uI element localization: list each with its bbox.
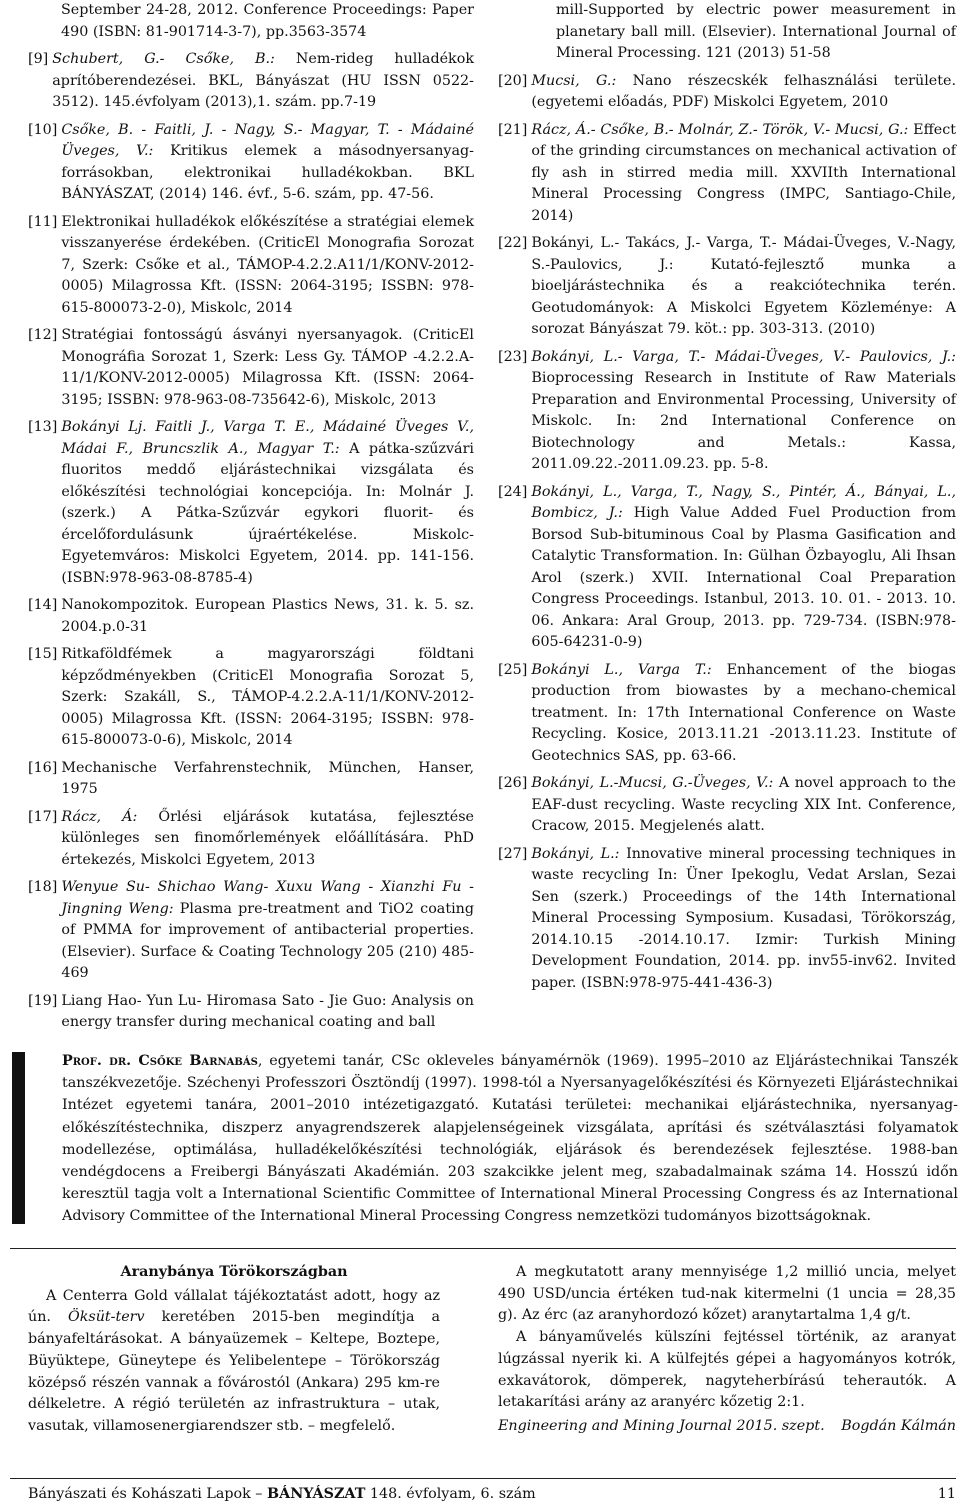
reference-number: [11]: [28, 213, 58, 230]
reference-item: [28, 595, 474, 638]
bio-name: Prof. dr. Csőke Barnabás: [62, 1053, 258, 1069]
reference-item: [28, 644, 474, 752]
reference-item: [28, 120, 474, 206]
reference-text: Csőke, B. - Faitli, J. - Nagy, S.- Magyar, T. - Mádainé Üveges, V.: Kritikus elemek a másodnyersanyag-forrásokban, elektronikai hulladékokban. BKL BÁNYÁSZAT, (2014) 146. évf., 5-6. szám, pp. 47-56.: [61, 121, 474, 202]
reference-item: [28, 758, 474, 801]
reference-item: [28, 325, 474, 411]
news-left-column: [28, 1262, 440, 1438]
reference-number: [26]: [498, 775, 528, 791]
reference-number: [10]: [28, 121, 58, 138]
reference-item: [498, 347, 956, 476]
reference-item: [28, 0, 474, 43]
reference-item: [28, 212, 474, 320]
reference-number: [22]: [498, 235, 528, 251]
reference-text: Bokányi Lj. Faitli J., Varga T. E., Mádainé Üveges V., Mádai F., Bruncszlik A., Magyar T.: A pátka-szűzvári fluoritos meddő eljárástechnikai vizsgálata és előkészítési technológiai koncepciója. In: Molnár J. (szerk.) A Pátka-Szűzvár egykori fluorit- és ércelőfordulásunk újraértékelése. Miskolc-Egyetemváros: Miskolci Egyetem, 2014. pp. 141-156. (ISBN:978-963-08-8785-4): [61, 419, 474, 586]
news-source: Engineering and Mining Journal 2015. szept.: [498, 1417, 825, 1434]
news-right-column: [498, 1262, 956, 1438]
reference-text: Bokányi, L.- Takács, J.- Varga, T.- Mádai-Üveges, V.-Nagy, S.-Paulovics, J.: Kutató-fejlesztő munka a bioeljárástechnika és a reakciótechnika terén. Geotudományok: A Miskolci Egyetem Közleménye: A sorozat Bányászat 79. köt.: pp. 303-313. (2010): [531, 235, 956, 337]
reference-item: [498, 660, 956, 768]
reference-text: Liang Hao- Yun Lu- Hiromasa Sato - Jie Guo: Analysis on energy transfer during mechanical coating and ball: [61, 992, 474, 1030]
reference-number: [14]: [28, 597, 58, 613]
reference-text: Rácz, Á: Őrlési eljárások kutatása, fejlesztése különleges sen finomőrlemények előállítására. PhD értekezés, Miskolci Egyetem, 2013: [61, 808, 474, 868]
reference-item: [28, 417, 474, 589]
reference-number: [25]: [498, 661, 528, 678]
bio-text: [62, 1050, 958, 1228]
journal-name: Bányászati és Kohászati Lapok – BÁNYÁSZAT 148. évfolyam, 6. szám: [28, 1486, 536, 1502]
reference-number: [24]: [498, 483, 528, 500]
reference-text: Mucsi, G.: Nano részecskék felhasználási területe. (egyetemi előadás, PDF) Miskolci Egyetem, 2010: [531, 72, 957, 110]
reference-text: Ritkaföldfémek a magyarországi földtani képződményekben (CriticEl Monografia Sorozat 5, Szerk: Szakáll, S., TÁMOP-4.2.2.A-11/1/KONV-2012-0005) Milagrossa Kft. (ISSN: 2064-3195; ISSBN: 978-615-800073-0-6), Miskolc, 2014: [61, 646, 474, 748]
reference-item: [28, 807, 474, 872]
news-signature: [498, 1416, 956, 1438]
page-footer: [28, 1486, 956, 1502]
reference-item: [498, 773, 956, 838]
bio-marker-bar: [12, 1052, 25, 1224]
news-title: Aranybánya Törökországban: [120, 1264, 348, 1280]
news-author: Bogdán Kálmán: [841, 1417, 956, 1434]
right-reference-column: [498, 0, 956, 1000]
reference-number: [27]: [498, 845, 528, 862]
news-paragraph: A megkutatott arany mennyisége 1,2 millió uncia, melyet 490 USD/uncia értéken tud-nak kitermelni (1 uncia = 28,35 g). Az érc (az aranyhordozó kőzet) aranytartalma 1,4 g/t.: [498, 1264, 956, 1324]
reference-text: Wenyue Su- Shichao Wang- Xuxu Wang - Xianzhi Fu - Jingning Weng: Plasma pre-treatment and TiO2 coating of PMMA for improvement of antibacterial properties. (Elsevier). Surface & Coating Technology 205 (210) 485-469: [61, 879, 474, 981]
reference-text: Bokányi, L.-Mucsi, G.-Üveges, V.: A novel approach to the EAF-dust recycling. Waste recycling XIX Int. Conference, Cracow, 2015. Megjelenés alatt.: [531, 775, 956, 834]
reference-text: Bokányi L., Varga T.: Enhancement of the biogas production from biowastes by a mechano-chemical treatment. In: 17th International Conference on Waste Recycling. Kosice, 2013.11.21 -2013.11.23. Institute of Geotechnics SAS, pp. 63-66.: [531, 661, 957, 764]
reference-number: [23]: [498, 348, 528, 365]
reference-number: [17]: [28, 808, 58, 825]
bio-body: , egyetemi tanár, CSc okleveles bányamérnök (1969). 1995–2010 az Eljárástechnikai Tanszék tanszékvezetője. Széchenyi Professzori Ösztöndíj (1997). 1998-tól a Nyersanyagelőkészítési és Környezeti Eljárástechnikai Intézet egyetemi tanára, 2001–2010 intézetigazgató. Kutatási területei: mechanikai eljárástechnika, nyersanyag-előkészítéstechnika, diszperz anyagrendszerek alapjelenségeinek vizsgálata, aprítási és szétválasztási folyamatok modellezése, optimálása, hulladékelőkészítési technológiák, eljárások és berendezések fejlesztése. 1988-ban vendégdocens a Freibergi Bányászati Akadémián. 203 szakcikke jelent meg, szabadalmainak száma 14. Hosszú időn keresztül tagja volt a International Scientific Committee of International Mineral Processing Congress és az International Advisory Committee of the International Mineral Processing Congress nemzetközi tudományos bizottságoknak.: [62, 1053, 958, 1225]
reference-item: [28, 877, 474, 985]
reference-number: [20]: [498, 72, 528, 89]
news-paragraph: A bányaművelés külszíni fejtéssel történik, az aranyat lúgzással nyerik ki. A külfejtés gépei a hagyományos kotrók, exkavátorok, dömperek, nagyteherbírású teherautók. A letakarítási arány az aranyérc kőzetig 2:1.: [498, 1329, 956, 1411]
reference-number: [18]: [28, 879, 58, 895]
reference-item: [498, 0, 956, 65]
reference-item: [498, 844, 956, 995]
reference-text: mill-Supported by electric power measurement in planetary ball mill. (Elsevier). International Journal of Mineral Processing. 121 (2013) 51-58: [556, 2, 956, 61]
reference-text: Rácz, Á.- Csőke, B.- Molnár, Z.- Török, V.- Mucsi, G.: Effect of the grinding circumstances on mechanical activation of fly ash in stirred media mill. XXVIIth International Mineral Processing Congress (IMPC, Santiago-Chile, 2014): [531, 121, 956, 224]
reference-number: [19]: [28, 992, 58, 1009]
reference-text: Nanokompozitok. European Plastics News, 31. k. 5. sz. 2004.p.0-31: [61, 597, 474, 635]
reference-text: Schubert, G.- Csőke, B.: Nem-rideg hulladékok aprítóberendezései. BKL, Bányászat (HU ISSN 0522-3512). 145.évfolyam (2013),1. szám. pp.7-19: [52, 51, 474, 110]
reference-item: [498, 120, 956, 228]
reference-text: Stratégiai fontosságú ásványi nyersanyagok. (CriticEl Monográfia Sorozat 1, Szerk: Less Gy. TÁMOP -4.2.2.A-11/1/KONV-2012-0005) Milagrossa Kft. (ISSN: 2064-3195; ISSBN: 978-963-08-735642-6), Miskolc, 2013: [61, 327, 474, 408]
page-number: 11: [937, 1486, 956, 1502]
footer-divider: [10, 1478, 956, 1479]
reference-item: [498, 71, 956, 114]
news-paragraph: A Centerra Gold vállalat tájékoztatást adott, hogy az ún. Öksüt-terv keretében 2015-ben megindítja a bányafeltárásokat. A bányaüzemek – Keltepe, Boztepe, Büyüktepe, Güneytepe és Yelibelentepe – Törökország középső részén vannak a fővárostól (Ankara) 295 km-re délkeletre. A régió területén az infrastruktura – utak, vasutak, villamosenergiarendszer stb. – megfelelő.: [28, 1287, 440, 1434]
reference-text: September 24-28, 2012. Conference Proceedings: Paper 490 (ISBN: 81-901714-3-7), pp.3563-3574: [61, 2, 474, 40]
left-reference-column: [28, 0, 474, 1040]
reference-item: [28, 991, 474, 1034]
reference-number: [21]: [498, 121, 528, 138]
reference-text: Mechanische Verfahrenstechnik, München, Hanser, 1975: [61, 759, 474, 797]
reference-text: Bokányi, L.- Varga, T.- Mádai-Üveges, V.- Paulovics, J.: Bioprocessing Research in Institute of Raw Materials Preparation and Environmental Processing, University of Miskolc. In: 2nd International Conference on Biotechnology and Metals.: Kassa, 2011.09.22.-2011.09.23. pp. 5-8.: [531, 348, 956, 472]
reference-item: [498, 482, 956, 654]
reference-item: [498, 233, 956, 341]
section-divider: [10, 1248, 956, 1249]
reference-number: [16]: [28, 759, 58, 776]
reference-number: [12]: [28, 327, 58, 343]
reference-text: Bokányi, L., Varga, T., Nagy, S., Pintér, Á., Bányai, L., Bombicz, J.: High Value Added Fuel Production from Borsod Sub-bituminous Coal by Plasma Gasification and Catalytic Transformation. In: Gülhan Özbayoglu, Ali Ihsan Arol (szerk.) XVII. International Coal Preparation Congress Proceedings. Istanbul, 2013. 10. 01. - 2013. 10. 06. Ankara: Aral Group, 2013. pp. 729-734. (ISBN:978-605-64231-0-9): [531, 483, 956, 650]
reference-text: Bokányi, L.: Innovative mineral processing techniques in waste recycling In: Üner Ipekoglu, Vedat Arslan, Sezai Sen (szerk.) Proceedings of the 14th International Mineral Processing Symposium. Kusadasi, Törökország, 2014.10.15 -2014.10.17. Izmir: Turkish Mining Development Foundation, 2014. pp. inv55-inv62. Invited paper. (ISBN:978-975-441-436-3): [531, 845, 957, 991]
reference-text: Elektronikai hulladékok előkészítése a stratégiai elemek visszanyerése érdekében. (CriticEl Monografia Sorozat 7, Szerk: Csőke et al., TÁMOP-4.2.2.A11/1/KONV-2012-0005) Milagrossa Kft. (ISSN: 2064-3195; ISSBN: 978-615-800073-2-0), Miskolc, 2014: [61, 213, 474, 316]
reference-number: [15]: [28, 646, 58, 662]
reference-number: [9]: [28, 51, 49, 67]
reference-item: [28, 49, 474, 114]
reference-number: [13]: [28, 419, 58, 435]
